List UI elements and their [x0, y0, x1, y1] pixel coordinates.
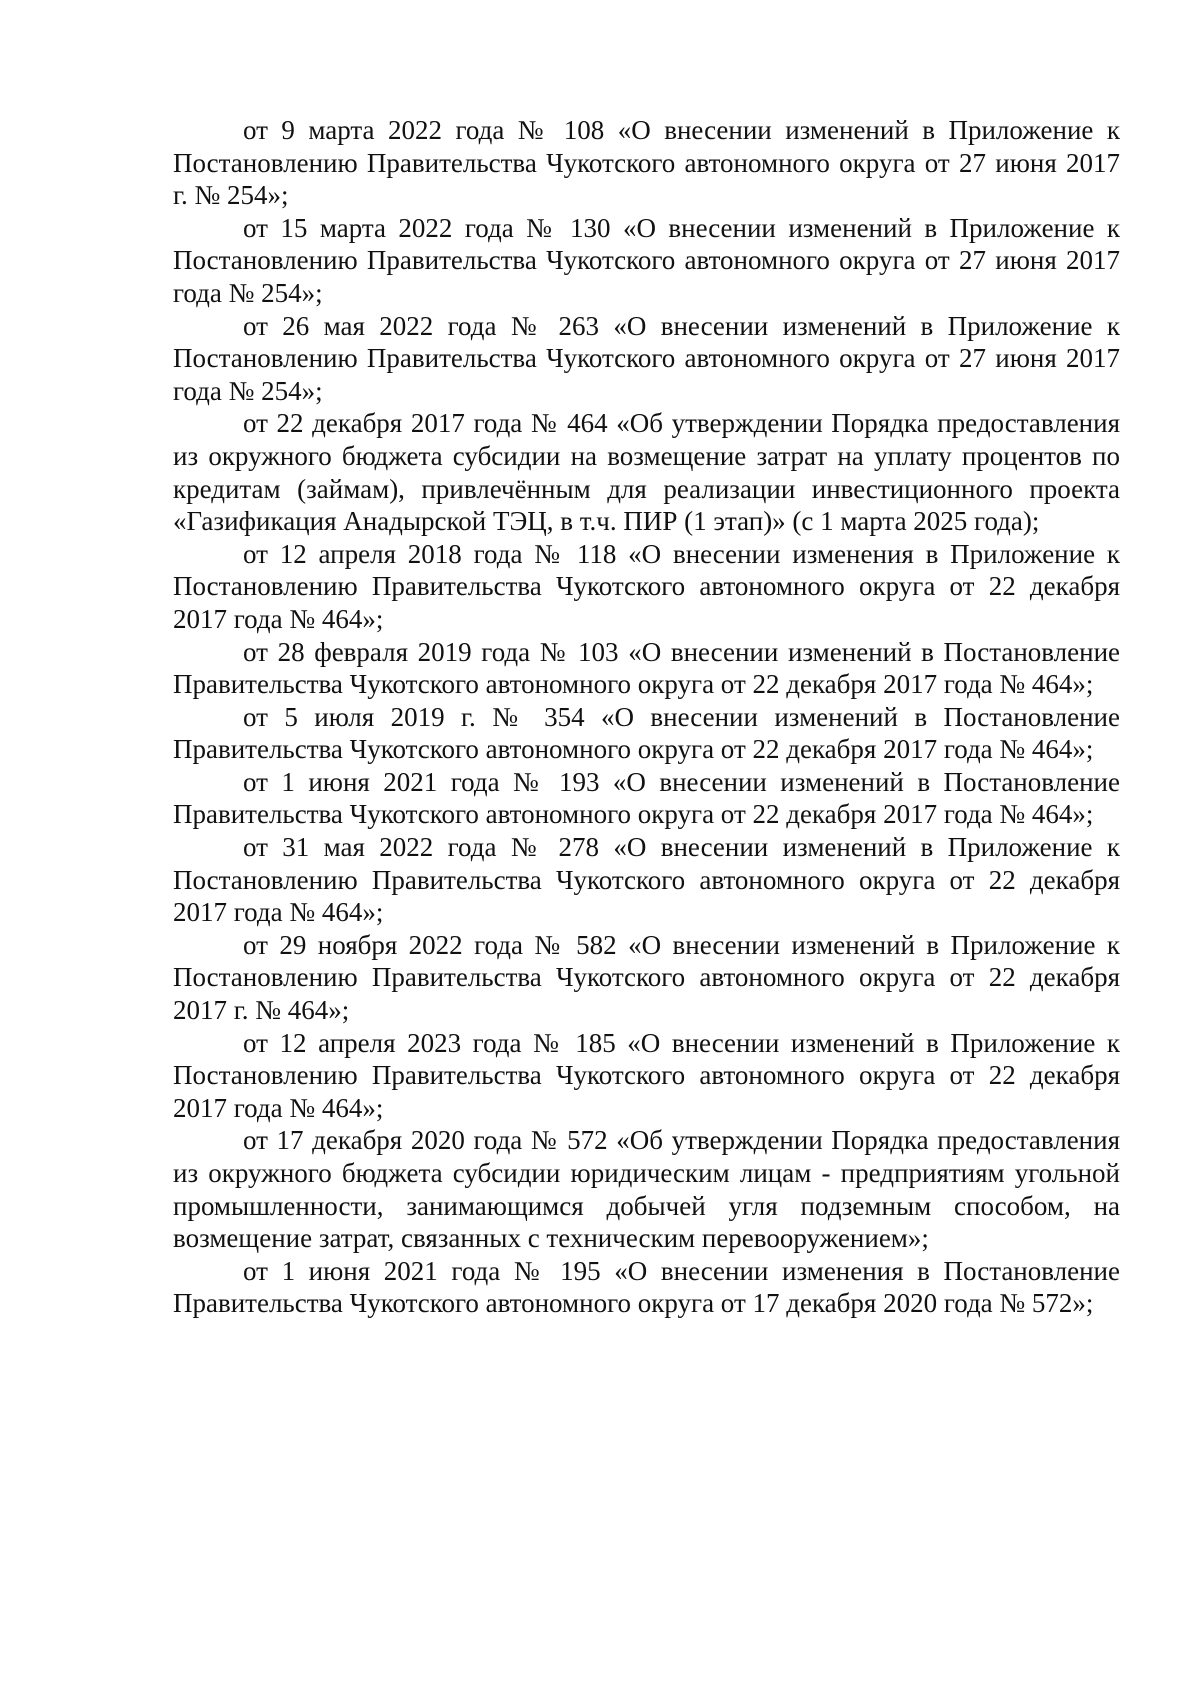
resolution-item-13: от 1 июня 2021 года № 195 «О внесении изменения в Постановление Правительства Чукотского автономного округа от 17 декабря 2020 года № 572»;: [173, 1255, 1120, 1319]
resolution-item-4: от 22 декабря 2017 года № 464 «Об утверждении Порядка предоставления из окружного бюджета субсидии на возмещение затрат на уплату процентов по кредитам (займам), привлечённым для реализации инвестиционного проекта «Газификация Анадырской ТЭЦ, в т.ч. ПИР (1 этап)» (с 1 марта 2025 года);: [173, 408, 1120, 537]
resolution-item-10: от 29 ноября 2022 года № 582 «О внесении изменений в Приложение к Постановлению Правительства Чукотского автономного округа от 22 декабря 2017 г. № 464»;: [173, 929, 1120, 1026]
resolution-item-8: от 1 июня 2021 года № 193 «О внесении изменений в Постановление Правительства Чукотского автономного округа от 22 декабря 2017 года № 464»;: [173, 766, 1120, 830]
resolution-item-3: от 26 мая 2022 года № 263 «О внесении изменений в Приложение к Постановлению Правительства Чукотского автономного округа от 27 июня 2017 года № 254»;: [173, 310, 1120, 406]
resolution-item-12: от 17 декабря 2020 года № 572 «Об утверждении Порядка предоставления из окружного бюджета субсидии юридическим лицам - предприятиям угольной промышленности, занимающимся добычей угля подземным способом, на возмещение затрат, связанных с техническим перевооружением»;: [173, 1125, 1120, 1254]
resolution-item-6: от 28 февраля 2019 года № 103 «О внесении изменений в Постановление Правительства Чукотского автономного округа от 22 декабря 2017 года № 464»;: [173, 636, 1120, 700]
resolution-item-9: от 31 мая 2022 года № 278 «О внесении изменений в Приложение к Постановлению Правительства Чукотского автономного округа от 22 декабря 2017 года № 464»;: [173, 832, 1120, 928]
resolution-item-1: от 9 марта 2022 года № 108 «О внесении изменений в Приложение к Постановлению Правительства Чукотского автономного округа от 27 июня 2017 г. № 254»;: [173, 115, 1120, 211]
resolution-item-7: от 5 июля 2019 г. № 354 «О внесении изменений в Постановление Правительства Чукотского автономного округа от 22 декабря 2017 года № 464»;: [173, 701, 1120, 765]
document-body: [173, 114, 1120, 1320]
resolution-item-5: от 12 апреля 2018 года № 118 «О внесении изменения в Приложение к Постановлению Правительства Чукотского автономного округа от 22 декабря 2017 года № 464»;: [173, 538, 1120, 634]
resolution-item-11: от 12 апреля 2023 года № 185 «О внесении изменений в Приложение к Постановлению Правительства Чукотского автономного округа от 22 декабря 2017 года № 464»;: [173, 1027, 1120, 1123]
resolution-item-2: от 15 марта 2022 года № 130 «О внесении изменений в Приложение к Постановлению Правительства Чукотского автономного округа от 27 июня 2017 года № 254»;: [173, 212, 1120, 308]
